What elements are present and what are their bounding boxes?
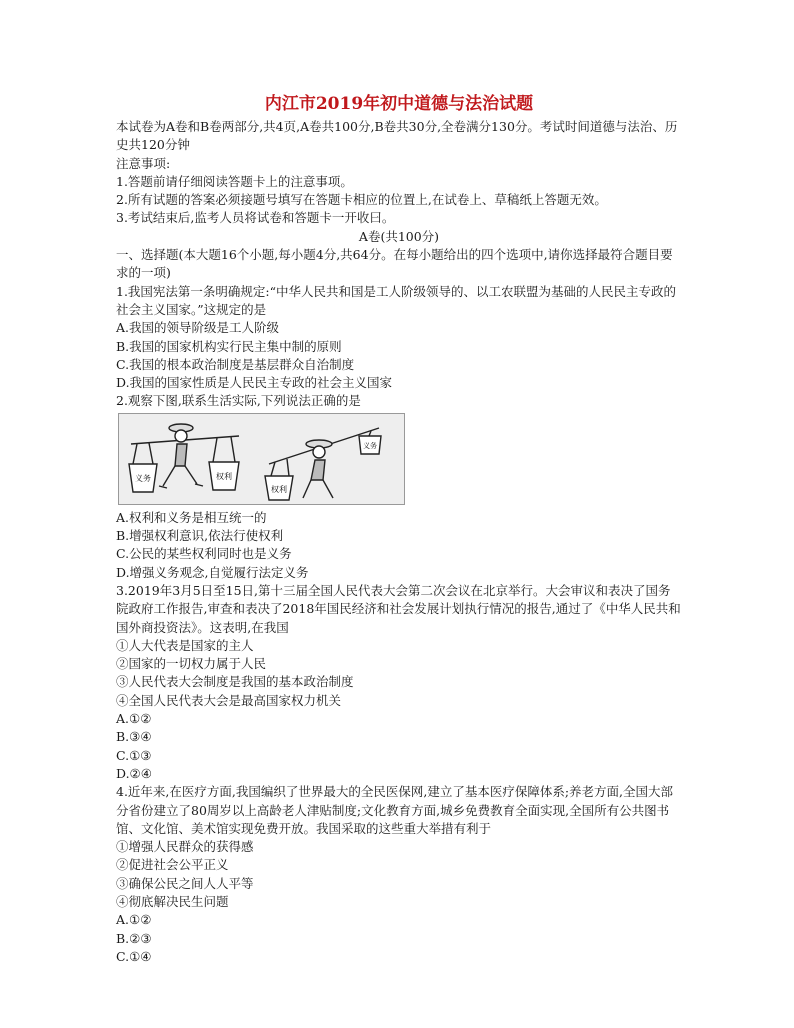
question-1-option: A.我国的领导阶级是工人阶级 [116,320,280,336]
question-2-stem: 2.观察下图,联系生活实际,下列说法正确的是 [116,393,361,409]
question-4-option: C.①④ [116,948,152,964]
section-a-heading: A卷(共100分) [358,228,440,244]
question-4-statement: ④彻底解决民生问题 [116,893,229,909]
figure-label: 义务 [135,473,151,483]
question-4-option: A.①② [116,912,152,928]
intro-text: 本试卷为A卷和B卷两部分,共4页,A卷共100分,B卷共30分,全卷满分130分。考试时间道德与法治、历史共120分钟 [116,119,678,153]
figure-label: 权利 [271,484,287,494]
question-3-option: A.①② [116,711,152,727]
question-1-option: C.我国的根本政治制度是基层群众自治制度 [116,356,355,372]
question-3-statement: ②国家的一切权力属于人民 [116,656,267,672]
question-3-statement: ①人大代表是国家的主人 [116,637,254,653]
notes-heading: 注意事项: [116,155,171,171]
question-4-stem: 4.近年来,在医疗方面,我国编织了世界最大的全民医保网,建立了基本医疗保障体系;养老方面,全国大部分省份建立了80周岁以上高龄老人津贴制度;文化教育方面,城乡免费教育全面实现,全国所有公共图书馆、文化馆、美术馆实现免费开放。我国采取的这些重大举措有利于 [116,784,674,836]
question-1-option: B.我国的国家机构实行民主集中制的原则 [116,338,342,354]
question-1-option: D.我国的国家性质是人民民主专政的社会主义国家 [116,375,393,391]
question-2-option: A.权利和义务是相互统一的 [116,509,267,525]
question-4-option: B.②③ [116,930,152,946]
cartoon-figure [118,413,405,505]
question-2-option: D.增强义务观念,自觉履行法定义务 [116,564,309,580]
exam-content [116,92,682,966]
question-4-statement: ①增强人民群众的获得感 [116,839,254,855]
exam-title: 内江市2019年初中道德与法治试题 [264,94,534,114]
part1-heading: 一、选择题(本大题16个小题,每小题4分,共64分。在每小题给出的四个选项中,请你选择最符合题目要求的一项) [116,247,673,281]
cartoon-illustration [119,414,404,504]
question-2-option: B.增强权利意识,依法行使权利 [116,528,284,544]
question-3-option: C.①③ [116,747,152,763]
question-2-option: C.公民的某些权利同时也是义务 [116,546,292,562]
note-item: 1.答题前请仔细阅读答题卡上的注意事项。 [116,173,353,189]
figure-label: 义务 [363,441,377,450]
question-3-statement: ③人民代表大会制度是我国的基本政治制度 [116,674,354,690]
question-3-statement: ④全国人民代表大会是最高国家权力机关 [116,692,342,708]
note-item: 2.所有试题的答案必须接题号填写在答题卡相应的位置上,在试卷上、草稿纸上答题无效。 [116,192,607,208]
question-4-statement: ②促进社会公平正义 [116,857,229,873]
figure-label: 权利 [216,471,232,481]
question-3-option: B.③④ [116,729,152,745]
question-3-option: D.②④ [116,765,152,781]
note-item: 3.考试结束后,监考人员将试卷和答题卡一开收曰。 [116,210,395,226]
question-3-stem: 3.2019年3月5日至15日,第十三届全国人民代表大会第二次会议在北京举行。大会审议和表决了国务院政府工作报告,审查和表决了2018年国民经济和社会发展计划执行情况的报告,通过了《中华人民共和国外商投资法》。这表明,在我国 [116,582,681,635]
question-1-stem: 1.我国宪法第一条明确规定:“中华人民共和国是工人阶级领导的、以工农联盟为基础的人民民主专政的社会主义国家。”这规定的是 [116,283,677,317]
question-4-statement: ③确保公民之间人人平等 [116,875,254,891]
